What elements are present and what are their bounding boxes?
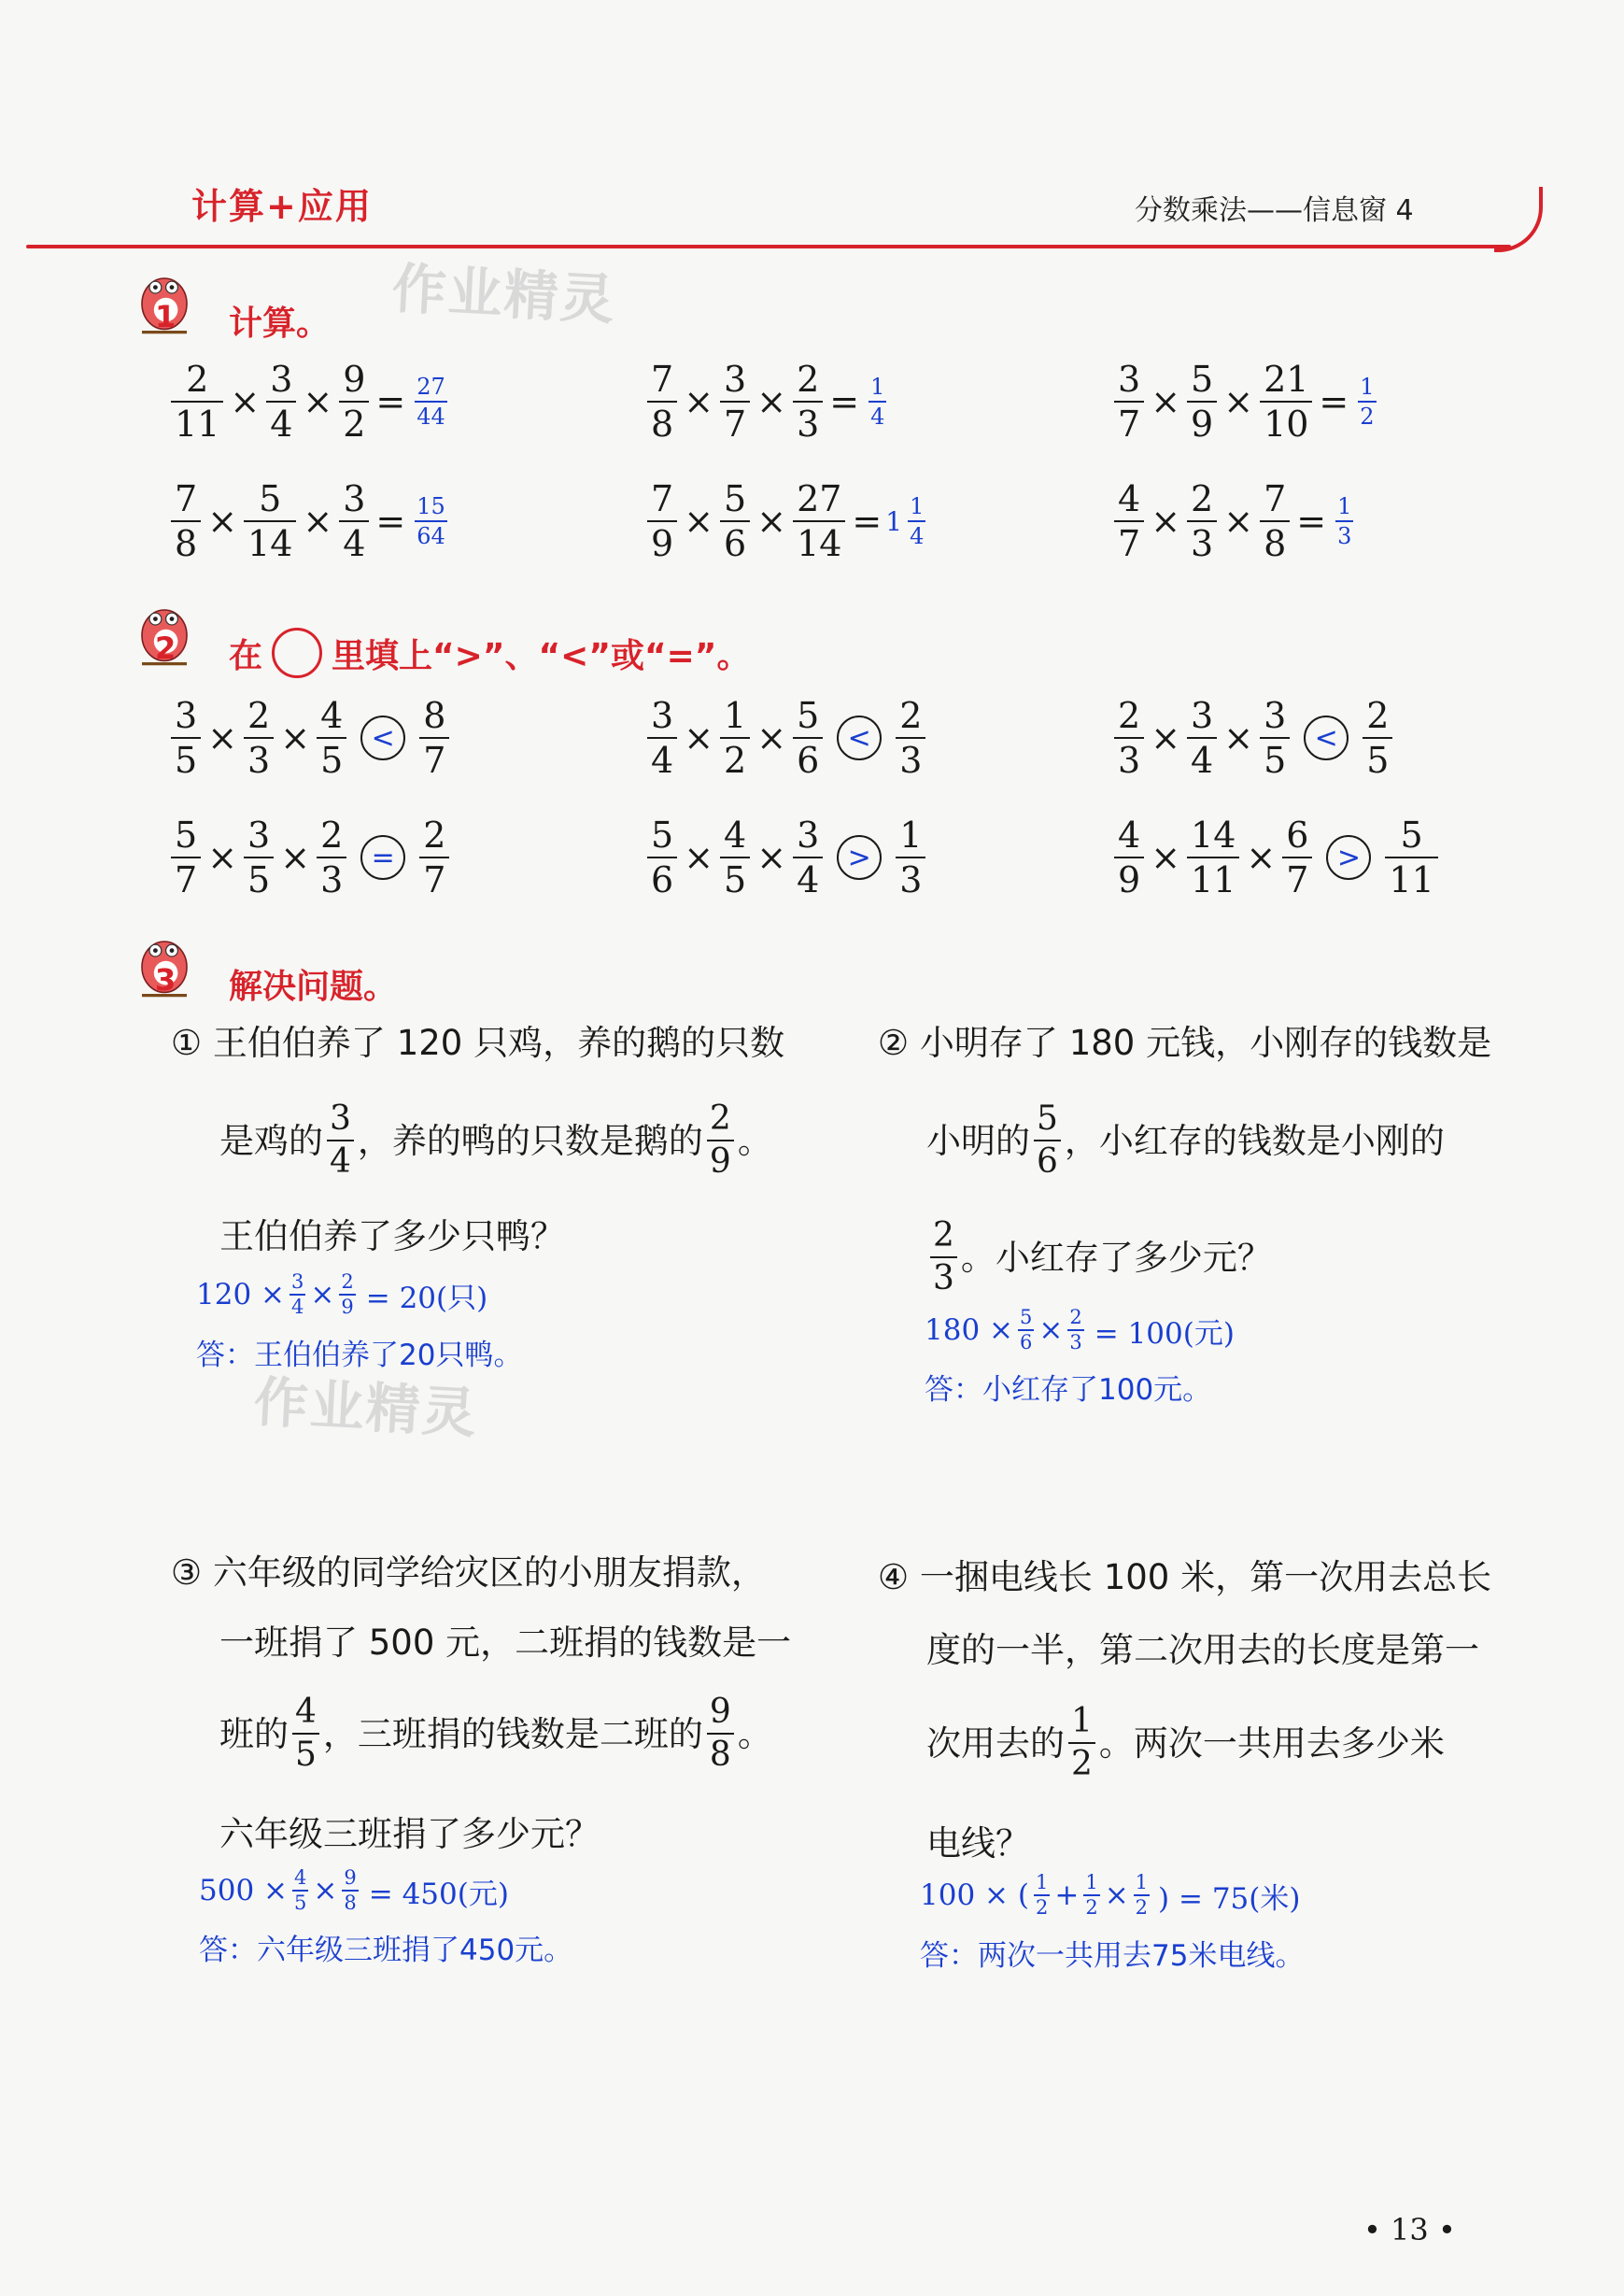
compare-sign: < xyxy=(360,716,405,760)
equals-sign: = xyxy=(1319,381,1349,422)
section-2-title xyxy=(229,628,750,678)
problem-1-solution: 120 × $\frac{3}{4}$ × $\frac{2}{9}$ = 20(只) xyxy=(196,1270,488,1318)
problem-3-solution: 500 × $\frac{4}{5}$ × $\frac{9}{8}$ = 450(元) xyxy=(199,1866,509,1914)
problem-2-line-3: 2 3 。小红存了多少元？ xyxy=(926,1219,1272,1296)
times-sign: × xyxy=(303,381,333,422)
compare-exercise xyxy=(168,811,452,904)
fraction: $\frac{14}{11}$ xyxy=(1187,817,1239,898)
compare-sign: < xyxy=(837,716,882,760)
problem-3-line-3: 班的 4 5 ，三班捐的钱数是二班的 9 8 。 xyxy=(219,1693,772,1774)
problem-1-line-1: ① 王伯伯养了 120 只鸡，养的鹅的只数 xyxy=(171,1023,785,1063)
fraction: $\frac{2}{3}$ xyxy=(244,698,274,778)
section-1-badge xyxy=(131,271,198,342)
problem-4-solution: 100 × ( 1 2 + $\frac{1}{2}$ × $\frac{1}{2}$ ) = 75(米) xyxy=(920,1871,1301,1919)
equals-sign: = xyxy=(829,381,860,422)
fraction: 2 9 xyxy=(707,1102,734,1179)
problem-1-question: 王伯伯养了多少只鸭？ xyxy=(219,1216,565,1256)
times-sign: × xyxy=(756,717,787,758)
calc-exercise xyxy=(644,355,886,448)
fraction: $\frac{21}{10}$ xyxy=(1260,361,1312,442)
fraction: $\frac{5}{7}$ xyxy=(171,817,201,898)
fraction: $\frac{3}{5}$ xyxy=(244,817,274,898)
fraction: $\frac{7}{8}$ xyxy=(1260,481,1290,561)
fraction: $\frac{2}{3}$ xyxy=(1114,698,1144,778)
fraction: 4 5 xyxy=(292,1695,319,1772)
header-divider-curve xyxy=(1494,187,1543,252)
times-sign: × xyxy=(756,381,787,422)
fraction: $\frac{2}{3}$ xyxy=(1187,481,1217,561)
fraction: $\frac{2}{3}$ xyxy=(317,817,346,898)
fraction: 1 2 xyxy=(1068,1705,1095,1781)
times-sign: × xyxy=(684,381,714,422)
problem-4-line-2: 度的一半，第二次用去的长度是第一 xyxy=(926,1630,1479,1670)
times-sign: × xyxy=(207,501,238,542)
fraction: $\frac{4}{5}$ xyxy=(317,698,346,778)
times-sign: × xyxy=(684,717,714,758)
compare-exercise xyxy=(1111,811,1441,904)
problem-1-answer: 答：王伯伯养了20只鸭。 xyxy=(196,1339,523,1372)
fraction: $\frac{3}{5}$ xyxy=(1260,698,1290,778)
calc-exercise xyxy=(168,355,447,448)
fraction: 3 4 xyxy=(327,1102,354,1179)
fraction: $\frac{3}{5}$ xyxy=(171,698,201,778)
fraction: $\frac{2}{11}$ xyxy=(171,361,223,442)
section-2-title-pre: 在 xyxy=(229,636,263,675)
problem-3-line-2: 一班捐了 500 元，二班捐的钱数是一 xyxy=(219,1623,792,1663)
fraction: $\frac{6}{7}$ xyxy=(1282,817,1312,898)
compare-sign: > xyxy=(837,835,882,880)
fraction: $\frac{1}{2}$ xyxy=(720,698,750,778)
times-sign: × xyxy=(684,837,714,878)
answer-fraction: 1 4 xyxy=(870,374,885,430)
times-sign: × xyxy=(207,837,238,878)
fraction: $\frac{2}{7}$ xyxy=(419,817,449,898)
section-2-badge xyxy=(131,602,198,673)
problem-4-question: 电线？ xyxy=(926,1823,1030,1864)
fraction: $\frac{27}{14}$ xyxy=(793,481,845,561)
problem-2-line-2: 小明的 5 6 ，小红存的钱数是小刚的 xyxy=(926,1099,1445,1181)
times-sign: × xyxy=(756,837,787,878)
circle-placeholder-icon xyxy=(272,628,322,678)
fraction: $\frac{9}{2}$ xyxy=(339,361,369,442)
times-sign: × xyxy=(1223,717,1254,758)
times-sign: × xyxy=(230,381,261,422)
fraction: $\frac{4}{9}$ xyxy=(1114,817,1144,898)
fraction: $\frac{4}{5}$ xyxy=(720,817,750,898)
fraction: $\frac{5}{11}$ xyxy=(1385,817,1437,898)
equals-sign: = xyxy=(852,501,883,542)
equals-sign: = xyxy=(375,501,406,542)
times-sign: × xyxy=(280,717,311,758)
fraction: $\frac{5}{9}$ xyxy=(1187,361,1217,442)
fraction: $\frac{7}{9}$ xyxy=(647,481,677,561)
answer-whole: 1 xyxy=(885,505,903,537)
problem-4-line-1: ④ 一捆电线长 100 米，第一次用去总长 xyxy=(878,1557,1492,1597)
times-sign: × xyxy=(1151,717,1181,758)
compare-exercise xyxy=(1111,691,1395,785)
fraction: $\frac{4}{7}$ xyxy=(1114,481,1144,561)
fraction: $\frac{3}{7}$ xyxy=(1114,361,1144,442)
equals-sign: = xyxy=(375,381,406,422)
section-2-number: 2 xyxy=(155,631,177,666)
times-sign: × xyxy=(1151,381,1181,422)
answer-fraction: 1 3 xyxy=(1337,493,1352,549)
fraction: $\frac{1}{3}$ xyxy=(896,817,925,898)
problem-1-text: ，养的鸭的只数是鹅的 xyxy=(357,1120,703,1161)
times-sign: × xyxy=(684,501,714,542)
calc-exercise xyxy=(1111,355,1377,448)
answer-fraction: 1 2 xyxy=(1360,374,1375,430)
page-number: • 13 • xyxy=(1363,2212,1456,2247)
compare-sign: > xyxy=(1326,835,1371,880)
header-right-title: 分数乘法——信息窗 4 xyxy=(1135,194,1414,227)
header-left-title: 计算+应用 xyxy=(191,186,373,227)
compare-sign: = xyxy=(360,835,405,880)
times-sign: × xyxy=(1151,501,1181,542)
answer-fraction: 27 44 xyxy=(417,374,445,430)
fraction: $\frac{7}{8}$ xyxy=(171,481,201,561)
fraction: 5 6 xyxy=(1034,1102,1061,1179)
fraction: $\frac{5}{6}$ xyxy=(793,698,823,778)
problem-3-answer: 答：六年级三班捐了450元。 xyxy=(199,1934,573,1967)
times-sign: × xyxy=(756,501,787,542)
fraction: $\frac{2}{3}$ xyxy=(896,698,925,778)
fraction: $\frac{3}{4}$ xyxy=(1187,698,1217,778)
compare-sign: < xyxy=(1304,716,1349,760)
calc-exercise xyxy=(644,475,925,568)
fraction: $\frac{2}{5}$ xyxy=(1363,698,1392,778)
problem-1-line-2 xyxy=(219,1099,772,1181)
problem-4-line-3: 次用去的 1 2 。两次一共用去多少米 xyxy=(926,1702,1445,1783)
answer-fraction: 15 64 xyxy=(417,493,445,549)
problem-3-line-1: ③ 六年级的同学给灾区的小朋友捐款， xyxy=(171,1552,766,1593)
fraction: $\frac{2}{3}$ xyxy=(793,361,823,442)
section-3-badge xyxy=(131,934,198,1005)
watermark: 作业精灵 xyxy=(252,1369,480,1446)
calc-exercise xyxy=(1111,475,1353,568)
section-2-title-post: 里填上“>”、“<”或“=”。 xyxy=(332,636,751,675)
header-divider xyxy=(26,245,1511,248)
section-1-title: 计算。 xyxy=(229,305,331,343)
fraction: 9 8 xyxy=(707,1695,734,1772)
section-3-title: 解决问题。 xyxy=(229,968,398,1006)
problem-2-line-1: ② 小明存了 180 元钱，小刚存的钱数是 xyxy=(878,1023,1492,1063)
fraction: $\frac{7}{8}$ xyxy=(647,361,677,442)
compare-exercise xyxy=(644,811,928,904)
times-sign: × xyxy=(1151,837,1181,878)
equals-sign: = xyxy=(1296,501,1327,542)
fraction: 2 3 xyxy=(930,1219,957,1296)
fraction: $\frac{3}{4}$ xyxy=(266,361,296,442)
problem-4-answer: 答：两次一共用去75米电线。 xyxy=(920,1939,1305,1973)
section-3-number: 3 xyxy=(155,962,177,998)
fraction: $\frac{3}{7}$ xyxy=(720,361,750,442)
fraction: $\frac{5}{14}$ xyxy=(244,481,296,561)
section-1-number: 1 xyxy=(155,299,177,334)
times-sign: × xyxy=(1246,837,1277,878)
fraction: $\frac{3}{4}$ xyxy=(647,698,677,778)
times-sign: × xyxy=(1223,501,1254,542)
problem-2-answer: 答：小红存了100元。 xyxy=(925,1373,1212,1407)
times-sign: × xyxy=(280,837,311,878)
compare-exercise xyxy=(168,691,452,785)
fraction: $\frac{8}{7}$ xyxy=(419,698,449,778)
problem-1-text: 。 xyxy=(737,1120,772,1161)
problem-3-question: 六年级三班捐了多少元？ xyxy=(219,1814,600,1854)
times-sign: × xyxy=(207,717,238,758)
problem-1-text: 是鸡的 xyxy=(219,1120,323,1161)
watermark: 作业精灵 xyxy=(390,256,618,333)
fraction: $\frac{5}{6}$ xyxy=(720,481,750,561)
problem-2-solution: 180 × $\frac{5}{6}$ × $\frac{2}{3}$ = 100(元) xyxy=(925,1306,1235,1354)
times-sign: × xyxy=(1223,381,1254,422)
fraction: $\frac{3}{4}$ xyxy=(339,481,369,561)
times-sign: × xyxy=(303,501,333,542)
fraction: $\frac{5}{6}$ xyxy=(647,817,677,898)
answer-fraction: 1 4 xyxy=(910,493,925,549)
fraction: $\frac{3}{4}$ xyxy=(793,817,823,898)
compare-exercise xyxy=(644,691,928,785)
calc-exercise xyxy=(168,475,447,568)
